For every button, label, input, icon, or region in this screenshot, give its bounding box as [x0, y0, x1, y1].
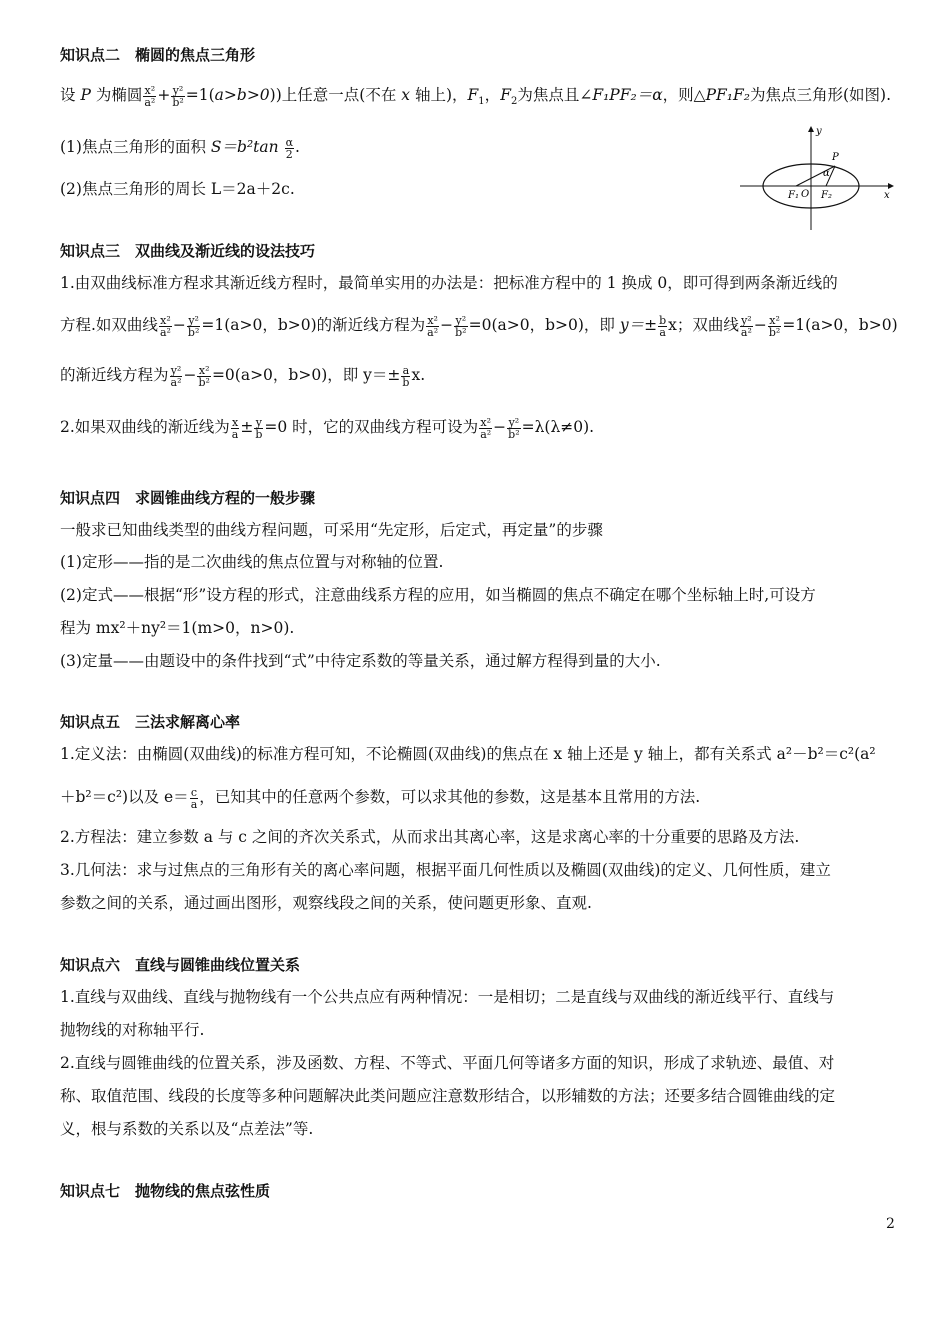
ellipse-figure: [738, 124, 898, 234]
figure-label-o: O: [801, 189, 810, 200]
page-number: 2: [886, 1216, 895, 1232]
paragraph: 义，根与系数的关系以及“点差法”等.: [60, 1120, 314, 1138]
paragraph: 3.几何法：求与过焦点的三角形有关的离心率问题，根据平面几何性质以及椭圆(双曲线)的定义、几何性质，建立: [60, 861, 831, 879]
paragraph: (1)定形——指的是二次曲线的焦点位置与对称轴的位置.: [60, 553, 444, 571]
paragraph: 2.方程法：建立参数 a 与 c 之间的齐次关系式，从而求出其离心率，这是求离心率的十分重要的思路及方法.: [60, 828, 800, 846]
figure-label-f2: F₂: [821, 190, 832, 201]
section-heading: 知识点三 双曲线及渐近线的设法技巧: [60, 242, 316, 260]
paragraph: 抛物线的对称轴平行.: [60, 1021, 205, 1039]
paragraph: 一般求已知曲线类型的曲线方程问题，可采用“先定形，后定式，再定量”的步骤: [60, 521, 603, 539]
section-heading: 知识点六 直线与圆锥曲线位置关系: [60, 956, 301, 974]
section-heading: 知识点五 三法求解离心率: [60, 713, 241, 731]
figure-label-alpha: α: [823, 168, 830, 179]
figure-label-y: y: [816, 126, 822, 137]
paragraph: 的渐近线方程为 $\frac{\text{y²}}{\text{a²}}$ − $\frac{\text{x²}}{\text{b²}}$ =0(a>0，b>0)，即 y＝± $\frac{a}{b}$ x.: [60, 363, 426, 389]
paragraph: 程为 mx²＋ny²＝1(m>0，n>0).: [60, 619, 295, 637]
paragraph: 2.如果双曲线的渐近线为 $\frac{x}{a}$ ± $\frac{y}{b}$ =0 时，它的双曲线方程可设为 $\frac{\text{x²}}{\text{a²}}$ − $\frac{\text{y²}}{\text{b²}}$ =λ(λ≠0).: [60, 415, 595, 441]
section-heading: 知识点四 求圆锥曲线方程的一般步骤: [60, 489, 316, 507]
paragraph: (1)焦点三角形的面积 S＝b²tan $\frac{\alpha}{2}$ .: [60, 135, 300, 161]
paragraph: 1.由双曲线标准方程求其渐近线方程时，最简单实用的办法是：把标准方程中的 1 换成 0，即可得到两条渐近线的: [60, 274, 838, 292]
paragraph: 称、取值范围、线段的长度等多种问题解决此类问题应注意数形结合，以形辅数的方法；还要多结合圆锥曲线的定: [60, 1087, 836, 1105]
paragraph: 1.定义法：由椭圆(双曲线)的标准方程可知，不论椭圆(双曲线)的焦点在 x 轴上还是 y 轴上，都有关系式 a²－b²＝c²(a²: [60, 745, 876, 763]
paragraph: ＋b²＝c²)以及 e＝ $\frac{c}{a}$ ，已知其中的任意两个参数，可以求其他的参数，这是基本且常用的方法.: [60, 785, 701, 811]
paragraph: 方程.如双曲线 $\frac{\text{x²}}{\text{a²}}$ − $\frac{\text{y²}}{\text{b²}}$ =1(a>0，b>0)的渐近线方程为 $\frac{\text{x²}}{\text{a²}}$ − $\frac{\text{y²}}{\text{b²}}$ =0(a>0，b>0)，即 y＝± $\frac{b}{a}$ x；双曲线 $\frac{\text{y²}}{\text{a²}}$ − $\frac{\text{x²}}{\text{b²}}$ =1(a>0，b>0): [60, 313, 898, 339]
paragraph: (3)定量——由题设中的条件找到“式”中待定系数的等量关系，通过解方程得到量的大小.: [60, 652, 661, 670]
figure-label-x: x: [884, 190, 890, 201]
paragraph: 1.直线与双曲线、直线与抛物线有一个公共点应有两种情况：一是相切；二是直线与双曲线的渐近线平行、直线与: [60, 988, 835, 1006]
section-heading: 知识点七 抛物线的焦点弦性质: [60, 1182, 271, 1200]
section-heading: 知识点二 椭圆的焦点三角形: [60, 46, 256, 64]
paragraph: 参数之间的关系，通过画出图形，观察线段之间的关系，使问题更形象、直观.: [60, 894, 592, 912]
paragraph: (2)焦点三角形的周长 L＝2a＋2c.: [60, 180, 295, 198]
figure-label-p: P: [832, 152, 839, 163]
paragraph: 设 P 为椭圆 $\frac{\text{x²}}{\text{a²}}$ + $\frac{\text{y²}}{\text{b²}}$ =1(a>b>0))上任意一点(不在 x 轴上)，$F_1$，$F_2$为焦点且∠F₁PF₂＝α，则△PF₁F₂为焦点三角形(如图).: [60, 83, 891, 109]
paragraph: (2)定式——根据“形”设方程的形式，注意曲线系方程的应用，如当椭圆的焦点不确定在哪个坐标轴上时,可设方: [60, 586, 816, 604]
paragraph: 2.直线与圆锥曲线的位置关系，涉及函数、方程、不等式、平面几何等诸多方面的知识，形成了求轨迹、最值、对: [60, 1054, 835, 1072]
figure-label-f1: F₁: [788, 190, 799, 201]
